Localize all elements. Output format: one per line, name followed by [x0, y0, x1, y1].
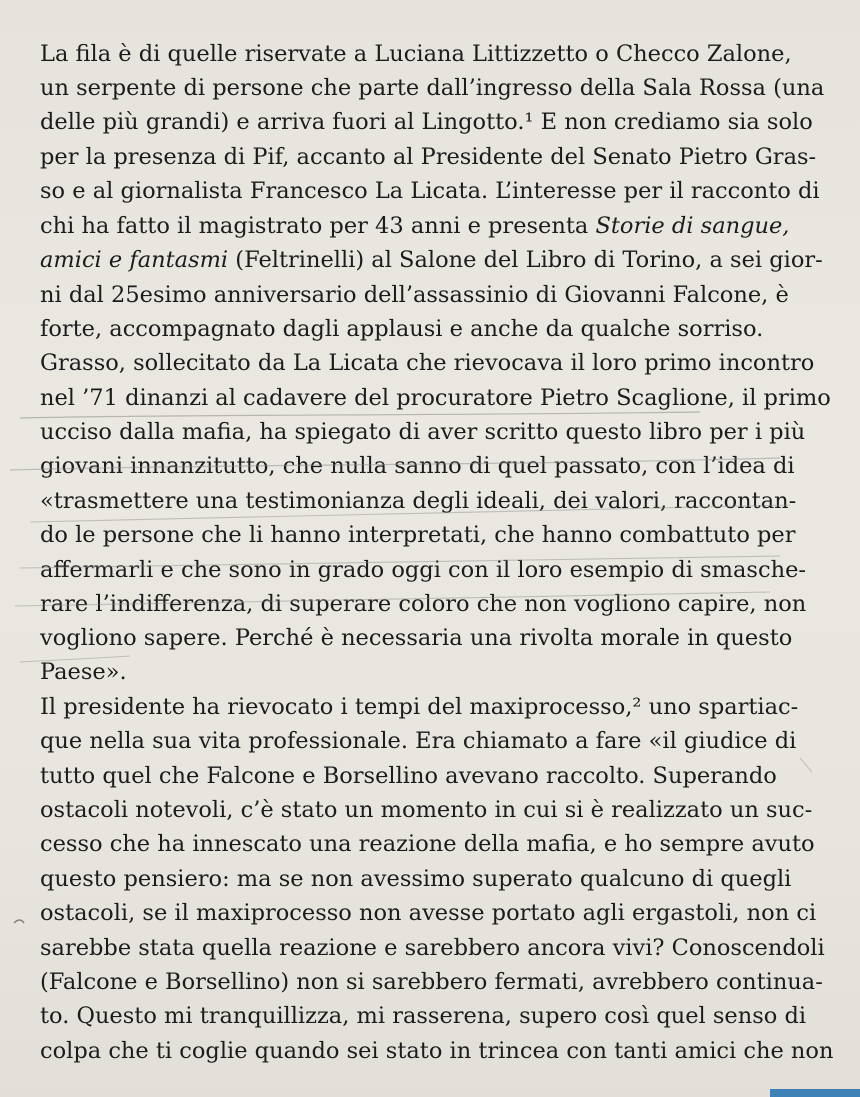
book-title: Storie di sangue,	[595, 213, 790, 239]
text-line: so e al giornalista Francesco La Licata. L’interesse per il racconto di	[40, 178, 820, 204]
pencil-mark	[14, 920, 24, 923]
text-line: forte, accompagnato dagli applausi e anche da qualche sorriso.	[40, 316, 764, 342]
text-line: do le persone che li hanno interpretati, che hanno combattuto per	[40, 522, 796, 548]
book-title: amici e fantasmi	[40, 247, 229, 273]
text-line: giovani innanzitutto, che nulla sanno di quel passato, con l’idea di	[40, 453, 795, 479]
text-line: (Falcone e Borsellino) non si sarebbero fermati, avrebbero continua-	[40, 969, 823, 995]
pencil-bracket	[800, 758, 812, 772]
text-line: sarebbe stata quella reazione e sarebbero ancora vivi? Conoscendoli	[40, 935, 825, 961]
text-line: que nella sua vita professionale. Era chiamato a fare «il giudice di	[40, 728, 797, 754]
text-line: «trasmettere una testimonianza degli ideali, dei valori, raccontan-	[40, 488, 797, 514]
text-line: delle più grandi) e arriva fuori al Lingotto.¹ E non crediamo sia solo	[40, 109, 813, 135]
text-line: Il presidente ha rievocato i tempi del maxiprocesso,² uno spartiac-	[40, 694, 799, 720]
text-line: Grasso, sollecitato da La Licata che rievocava il loro primo incontro	[40, 350, 815, 376]
blue-bookmark-edge	[770, 1089, 860, 1097]
text-line: vogliono sapere. Perché è necessaria una rivolta morale in questo	[40, 625, 793, 651]
text-line: per la presenza di Pif, accanto al Presidente del Senato Pietro Gras-	[40, 144, 817, 170]
text-line: un serpente di persone che parte dall’ingresso della Sala Rossa (una	[40, 75, 825, 101]
text-line: questo pensiero: ma se non avessimo superato qualcuno di quegli	[40, 866, 792, 892]
text-line: nel ’71 dinanzi al cadavere del procuratore Pietro Scaglione, il primo	[40, 385, 831, 411]
text-line: amici e fantasmi (Feltrinelli) al Salone del Libro di Torino, a sei gior-	[40, 247, 823, 273]
text-line: chi ha fatto il magistrato per 43 anni e presenta Storie di sangue,	[40, 213, 790, 239]
text-line: ucciso dalla mafia, ha spiegato di aver scritto questo libro per i più	[40, 419, 806, 445]
text-line: ni dal 25esimo anniversario dell’assassinio di Giovanni Falcone, è	[40, 282, 789, 308]
text-line: colpa che ti coglie quando sei stato in trincea con tanti amici che non	[40, 1038, 834, 1064]
text-line: ostacoli, se il maxiprocesso non avesse portato agli ergastoli, non ci	[40, 900, 817, 926]
text-line: La fila è di quelle riservate a Luciana Littizzetto o Checco Zalone,	[40, 41, 792, 67]
text-line: rare l’indifferenza, di superare coloro che non vogliono capire, non	[40, 591, 807, 617]
text-line: cesso che ha innescato una reazione della mafia, e ho sempre avuto	[40, 831, 815, 857]
text-line: to. Questo mi tranquillizza, mi rasserena, supero così quel senso di	[40, 1003, 807, 1029]
text-line: Paese».	[40, 659, 127, 685]
text-line: tutto quel che Falcone e Borsellino avevano raccolto. Superando	[40, 763, 777, 789]
text-line: affermarli e che sono in grado oggi con il loro esempio di smasche-	[40, 557, 806, 583]
text-line: ostacoli notevoli, c’è stato un momento in cui si è realizzato un suc-	[40, 797, 813, 823]
